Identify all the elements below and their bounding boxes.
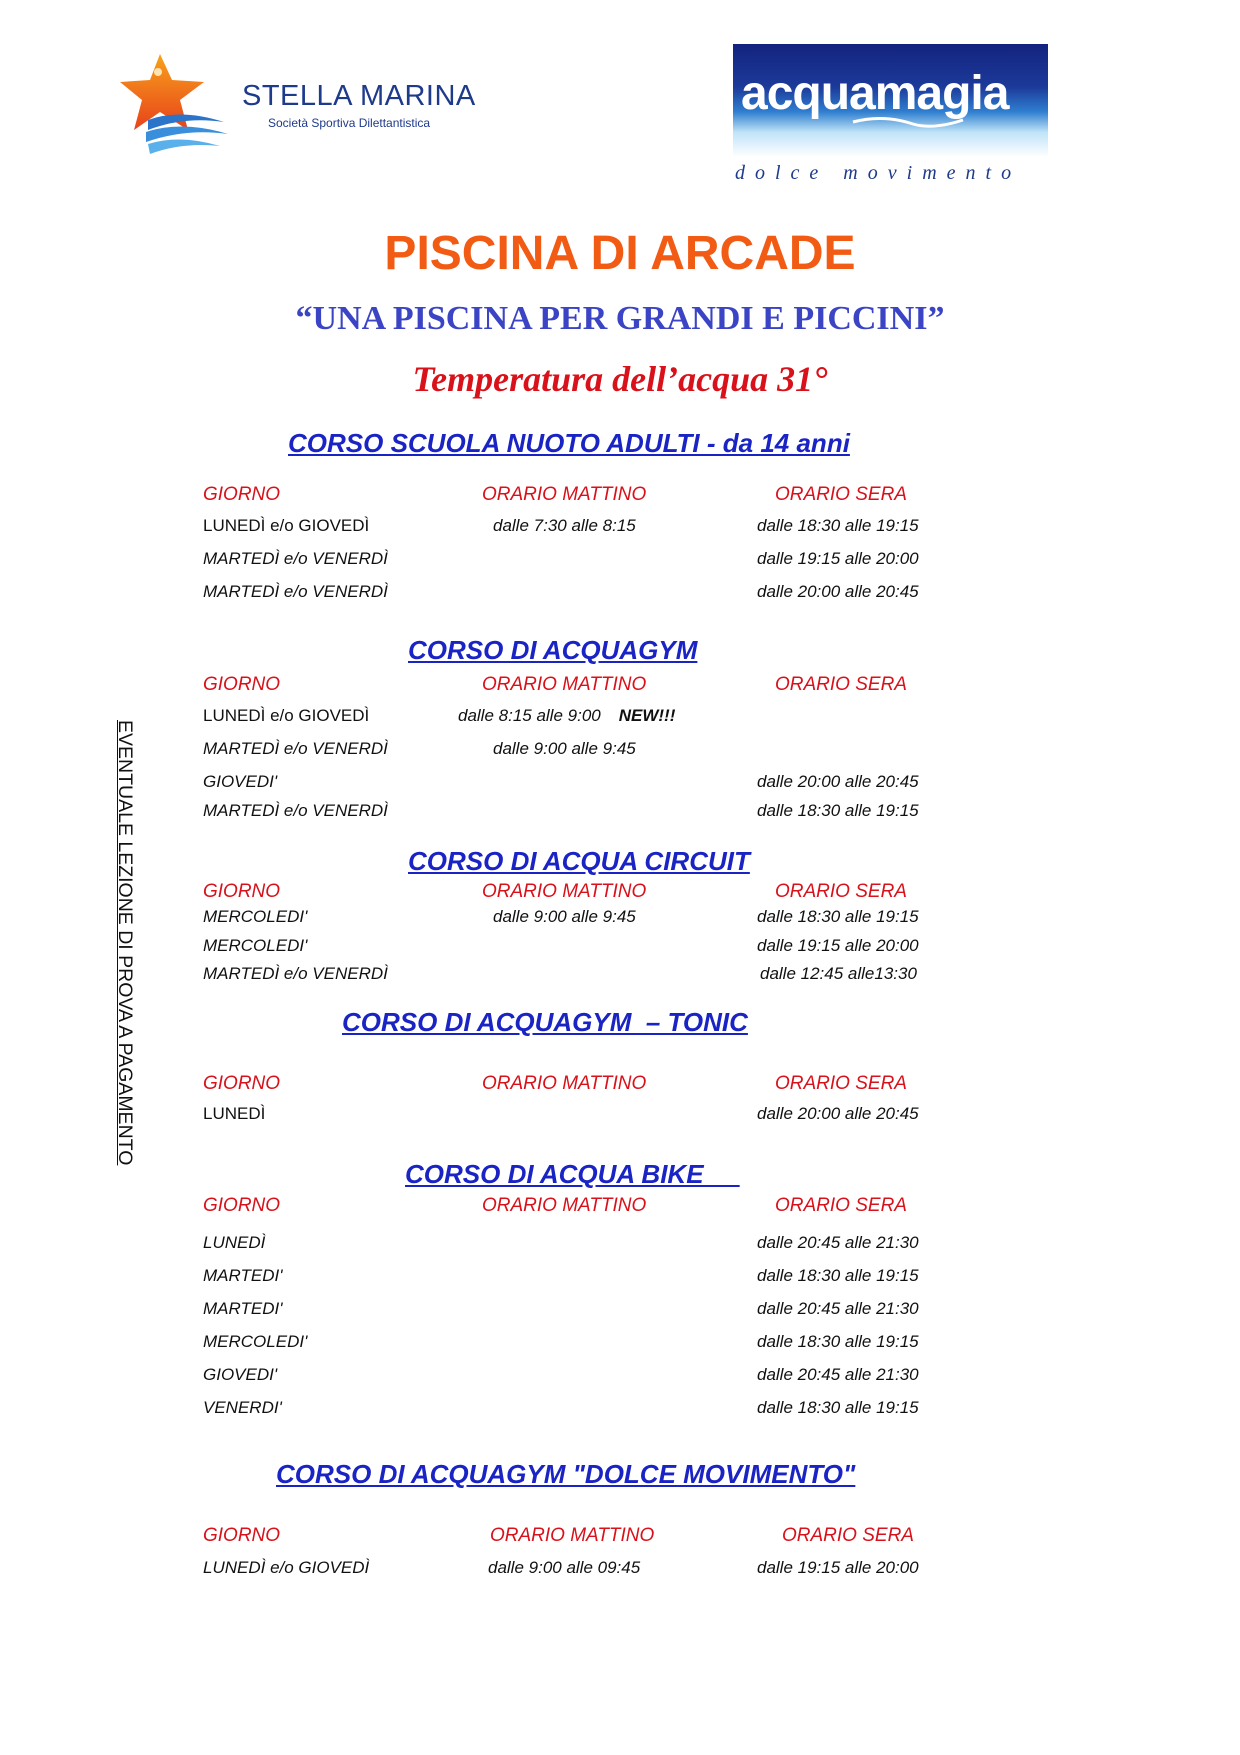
new-badge: NEW!!! (618, 706, 676, 725)
header-morning: ORARIO MATTINO (482, 1073, 647, 1094)
section-title: CORSO DI ACQUA CIRCUIT (408, 846, 750, 876)
header-day: GIORNO (203, 1073, 281, 1094)
row-evening: dalle 18:30 alle 19:15 (757, 801, 919, 820)
row-evening: dalle 19:15 alle 20:00 (757, 549, 919, 568)
page-title: PISCINA DI ARCADE (384, 227, 856, 280)
row-morning-time: dalle 8:15 alle 9:00 (458, 706, 601, 725)
header-day: GIORNO (203, 1525, 281, 1546)
row-evening: dalle 18:30 alle 19:15 (757, 1332, 919, 1351)
header-evening: ORARIO SERA (782, 1525, 914, 1546)
section-title: CORSO DI ACQUAGYM "DOLCE MOVIMENTO" (276, 1459, 856, 1489)
row-evening: dalle 20:45 alle 21:30 (757, 1299, 919, 1318)
header-evening: ORARIO SERA (775, 1073, 907, 1094)
row-day: LUNEDÌ (203, 1104, 266, 1123)
row-day: MARTEDÌ e/o VENERDÌ (203, 801, 388, 820)
side-note (108, 720, 142, 1280)
header-day: GIORNO (203, 674, 281, 695)
section-title: CORSO DI ACQUA BIKE (405, 1159, 740, 1189)
row-evening: dalle 20:45 alle 21:30 (757, 1365, 919, 1384)
stella-marina-subtitle: Società Sportiva Dilettantistica (268, 116, 431, 130)
page-subtitle: “UNA PISCINA PER GRANDI E PICCINI” (295, 300, 945, 337)
row-evening: dalle 18:30 alle 19:15 (757, 907, 919, 926)
row-day: MERCOLEDI' (203, 936, 308, 955)
row-day: MARTEDI' (203, 1266, 283, 1285)
header-evening: ORARIO SERA (775, 674, 907, 695)
row-evening: dalle 20:00 alle 20:45 (757, 772, 919, 791)
header-morning: ORARIO MATTINO (482, 674, 647, 695)
header-morning: ORARIO MATTINO (482, 1195, 647, 1216)
header-day: GIORNO (203, 1195, 281, 1216)
acquamagia-tagline: dolce movimento (735, 162, 1022, 184)
row-evening: dalle 20:00 alle 20:45 (757, 582, 919, 601)
row-day: LUNEDÌ e/o GIOVEDÌ (203, 706, 370, 725)
row-day: MARTEDÌ e/o VENERDÌ (203, 739, 388, 758)
row-day: MERCOLEDI' (203, 1332, 308, 1351)
row-day: MARTEDÌ e/o VENERDÌ (203, 549, 388, 568)
side-note-text: EVENTUALE LEZIONE DI PROVA A PAGAMENTO (114, 720, 136, 1166)
acquamagia-wordmark: acquamagia (741, 67, 1009, 120)
row-day: MARTEDI' (203, 1299, 283, 1318)
row-day: LUNEDÌ e/o GIOVEDÌ (203, 516, 370, 535)
row-day: GIOVEDI' (203, 1365, 278, 1384)
acquamagia-logo (733, 44, 1051, 189)
header-day: GIORNO (203, 881, 281, 902)
row-morning (458, 706, 675, 726)
row-evening: dalle 20:00 alle 20:45 (757, 1104, 919, 1123)
row-evening: dalle 20:45 alle 21:30 (757, 1233, 919, 1252)
stella-marina-logo (120, 50, 476, 165)
row-day: MARTEDÌ e/o VENERDÌ (203, 582, 388, 601)
stella-marina-name: STELLA MARINA (242, 80, 476, 112)
row-evening: dalle 19:15 alle 20:00 (757, 1558, 919, 1577)
row-morning: dalle 9:00 alle 09:45 (488, 1558, 641, 1577)
header-morning: ORARIO MATTINO (482, 484, 647, 505)
row-day: LUNEDÌ (203, 1233, 266, 1252)
section-title: CORSO SCUOLA NUOTO ADULTI - da 14 anni (288, 428, 850, 458)
row-day: VENERDI' (203, 1398, 282, 1417)
acquamagia-banner (733, 44, 1048, 157)
header-morning: ORARIO MATTINO (482, 881, 647, 902)
row-morning: dalle 9:00 alle 9:45 (493, 907, 636, 926)
header-evening: ORARIO SERA (775, 881, 907, 902)
row-evening: dalle 12:45 alle13:30 (760, 964, 917, 983)
header-day: GIORNO (203, 484, 281, 505)
row-morning: dalle 9:00 alle 9:45 (493, 739, 636, 758)
section-title: CORSO DI ACQUAGYM (408, 635, 698, 665)
row-evening: dalle 18:30 alle 19:15 (757, 516, 919, 535)
row-morning: dalle 7:30 alle 8:15 (493, 516, 636, 535)
row-evening: dalle 18:30 alle 19:15 (757, 1398, 919, 1417)
row-day: GIOVEDI' (203, 772, 278, 791)
row-day: MERCOLEDI' (203, 907, 308, 926)
header-morning: ORARIO MATTINO (490, 1525, 655, 1546)
wave-icon (733, 44, 1048, 157)
section-title: CORSO DI ACQUAGYM – TONIC (342, 1007, 748, 1037)
row-day: LUNEDÌ e/o GIOVEDÌ (203, 1558, 370, 1577)
row-evening: dalle 18:30 alle 19:15 (757, 1266, 919, 1285)
starfish-wave-icon (120, 50, 240, 160)
header-evening: ORARIO SERA (775, 1195, 907, 1216)
row-day: MARTEDÌ e/o VENERDÌ (203, 964, 388, 983)
water-temperature: Temperatura dell’acqua 31° (412, 359, 828, 399)
header-evening: ORARIO SERA (775, 484, 907, 505)
row-evening: dalle 19:15 alle 20:00 (757, 936, 919, 955)
